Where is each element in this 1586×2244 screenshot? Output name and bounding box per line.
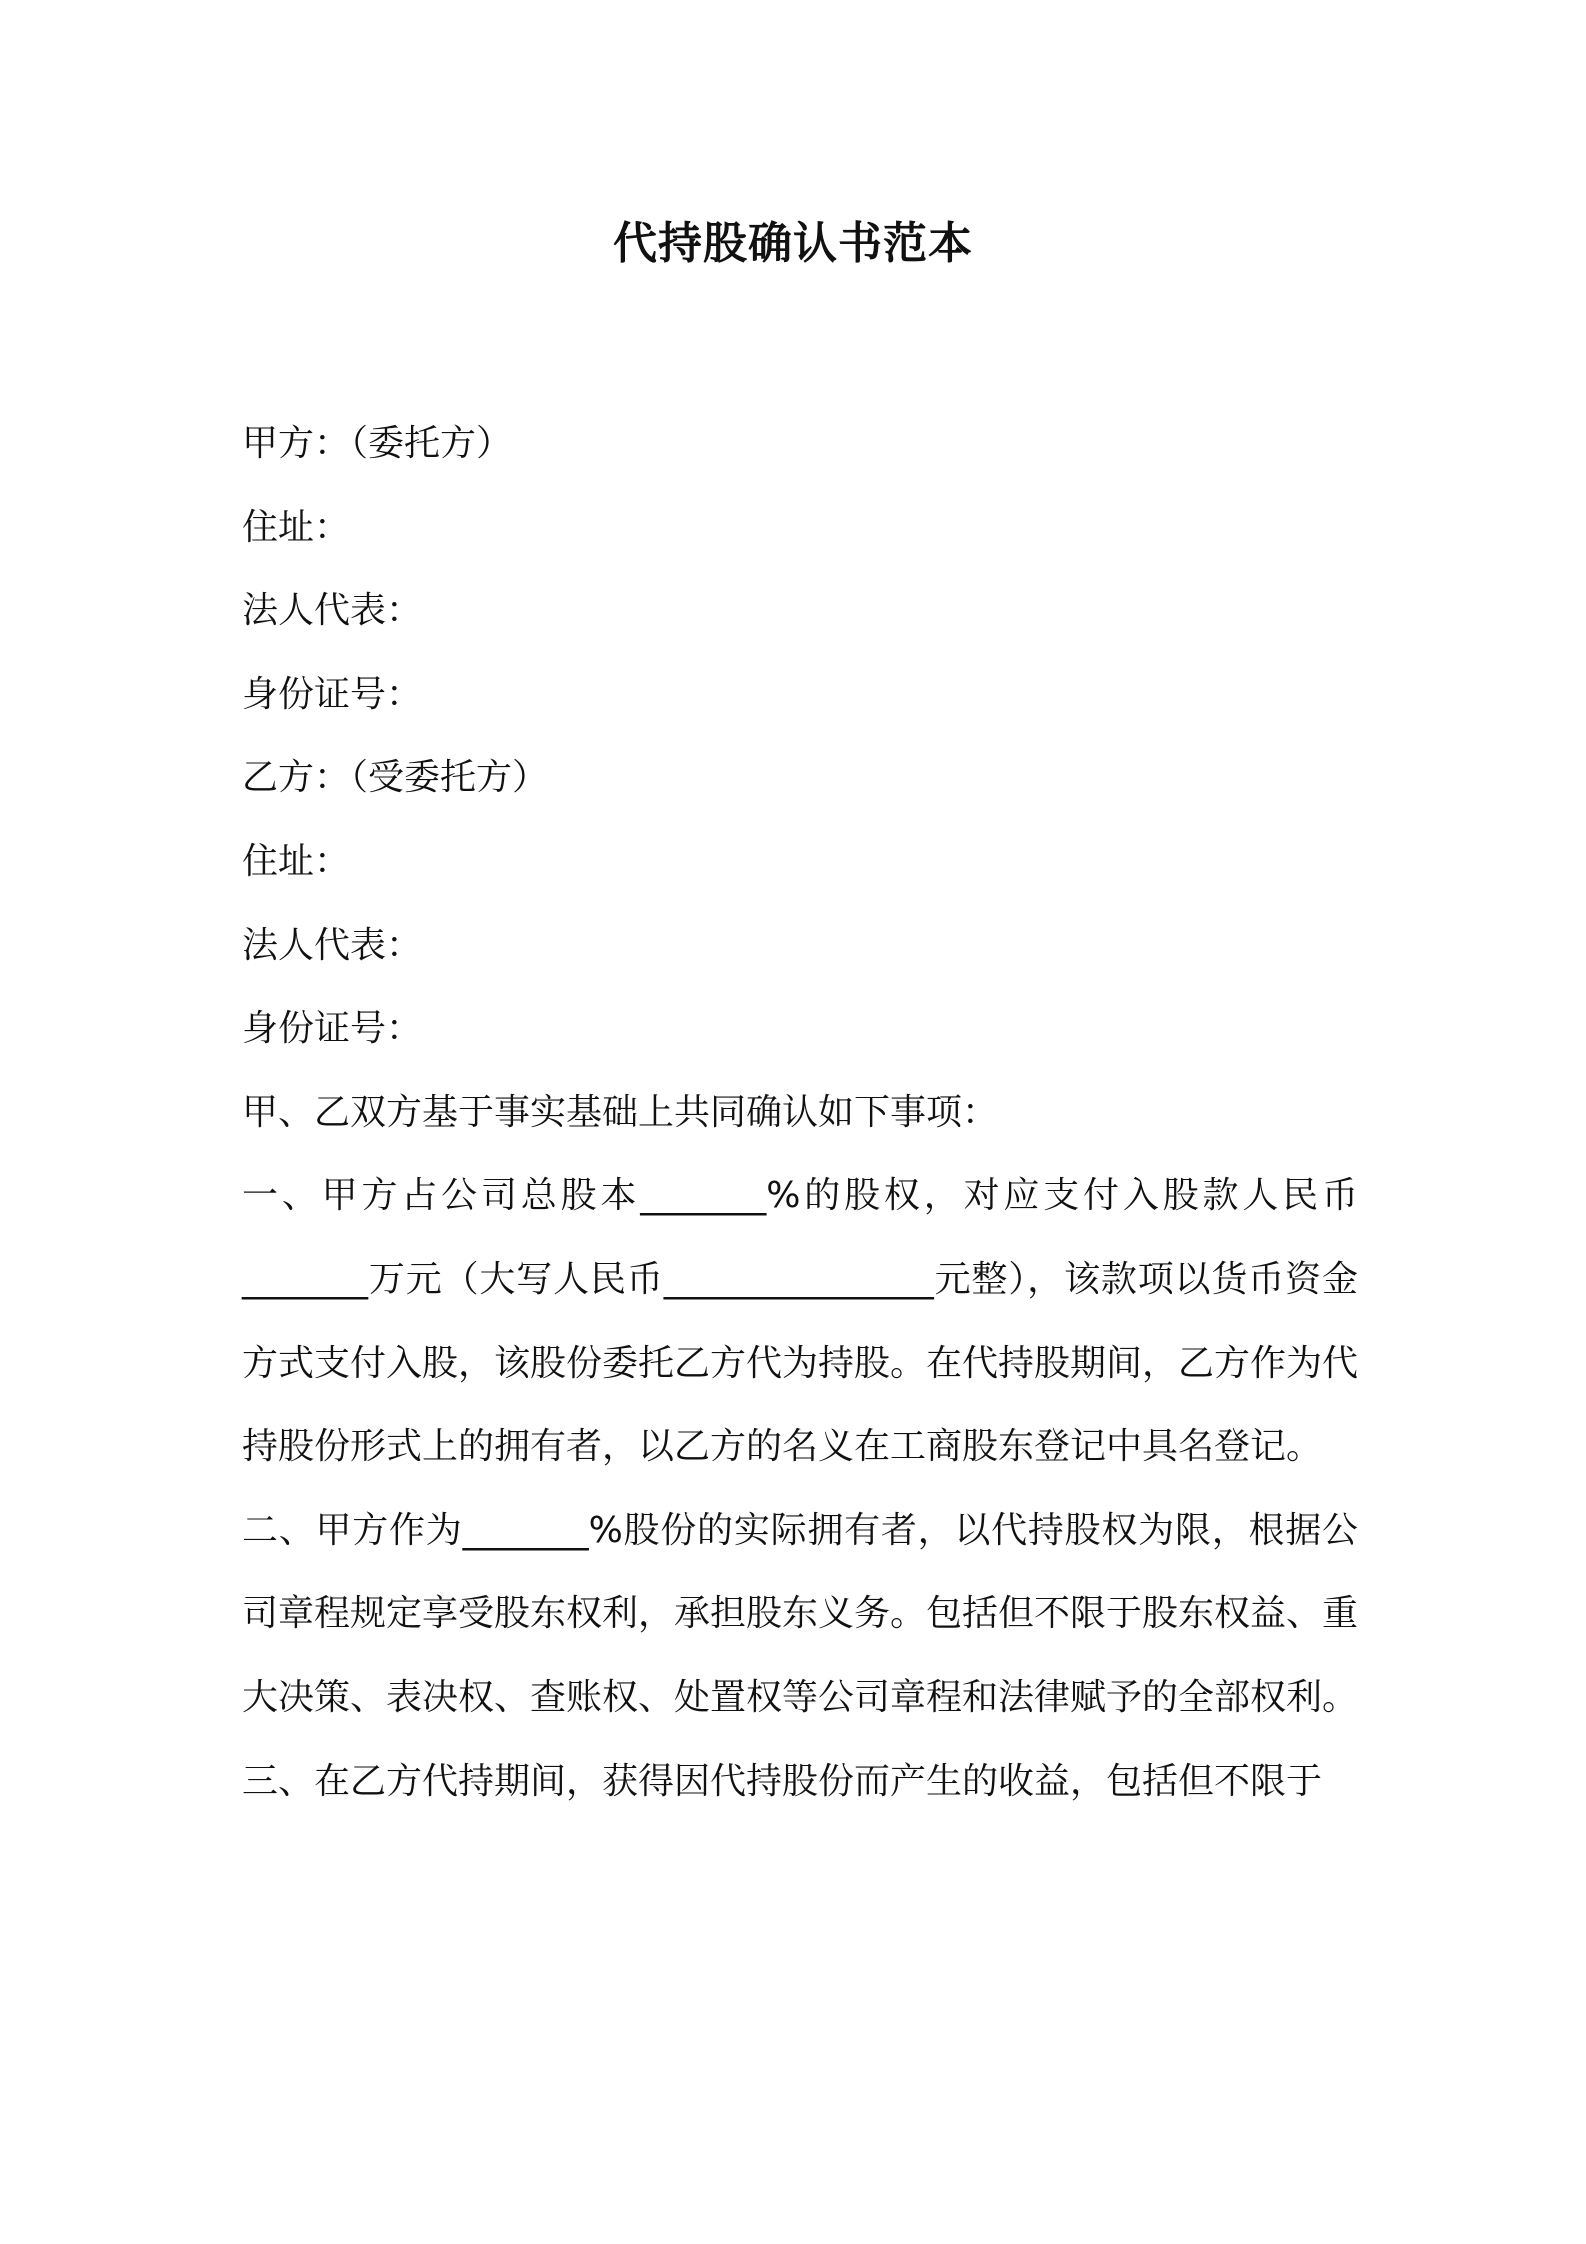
document-title: 代持股确认书范本 (613, 218, 973, 269)
document-body (242, 402, 1358, 1823)
party-b-address-label: 住址： (242, 840, 351, 882)
party-b-id-label: 身份证号： (242, 1008, 423, 1050)
party-a-legal-rep-label: 法人代表： (242, 590, 423, 632)
party-b-legal-rep-label: 法人代表： (242, 924, 423, 966)
party-a-address-label: 住址： (242, 506, 351, 548)
intro-statement: 甲、乙双方基于事实基础上共同确认如下事项： (242, 1091, 999, 1133)
party-b-heading: 乙方：（受委托方） (242, 757, 549, 799)
clause-3: 三、在乙方代持期间，获得因代持股份而产生的收益，包括但不限于 (242, 1760, 1323, 1802)
clause-1: 一、甲方占公司总股本_______%的股权，对应支付入股款人民币_______万元（大写人民币_______________元整），该款项以货币资金方式支付入股，该股份委托乙方代为持股。在代持股期间，乙方作为代持股份形式上的拥有者，以乙方的名义在工商股东登记中具名登记。 (242, 1175, 1359, 1468)
clause-2: 二、甲方作为_______%股份的实际拥有者，以代持股权为限，根据公司章程规定享受股东权利，承担股东义务。包括但不限于股东权益、重大决策、表决权、查账权、处置权等公司章程和法律赋予的全部权利。 (242, 1509, 1359, 1718)
party-a-id-label: 身份证号： (242, 673, 423, 715)
party-a-heading: 甲方：（委托方） (242, 423, 513, 464)
